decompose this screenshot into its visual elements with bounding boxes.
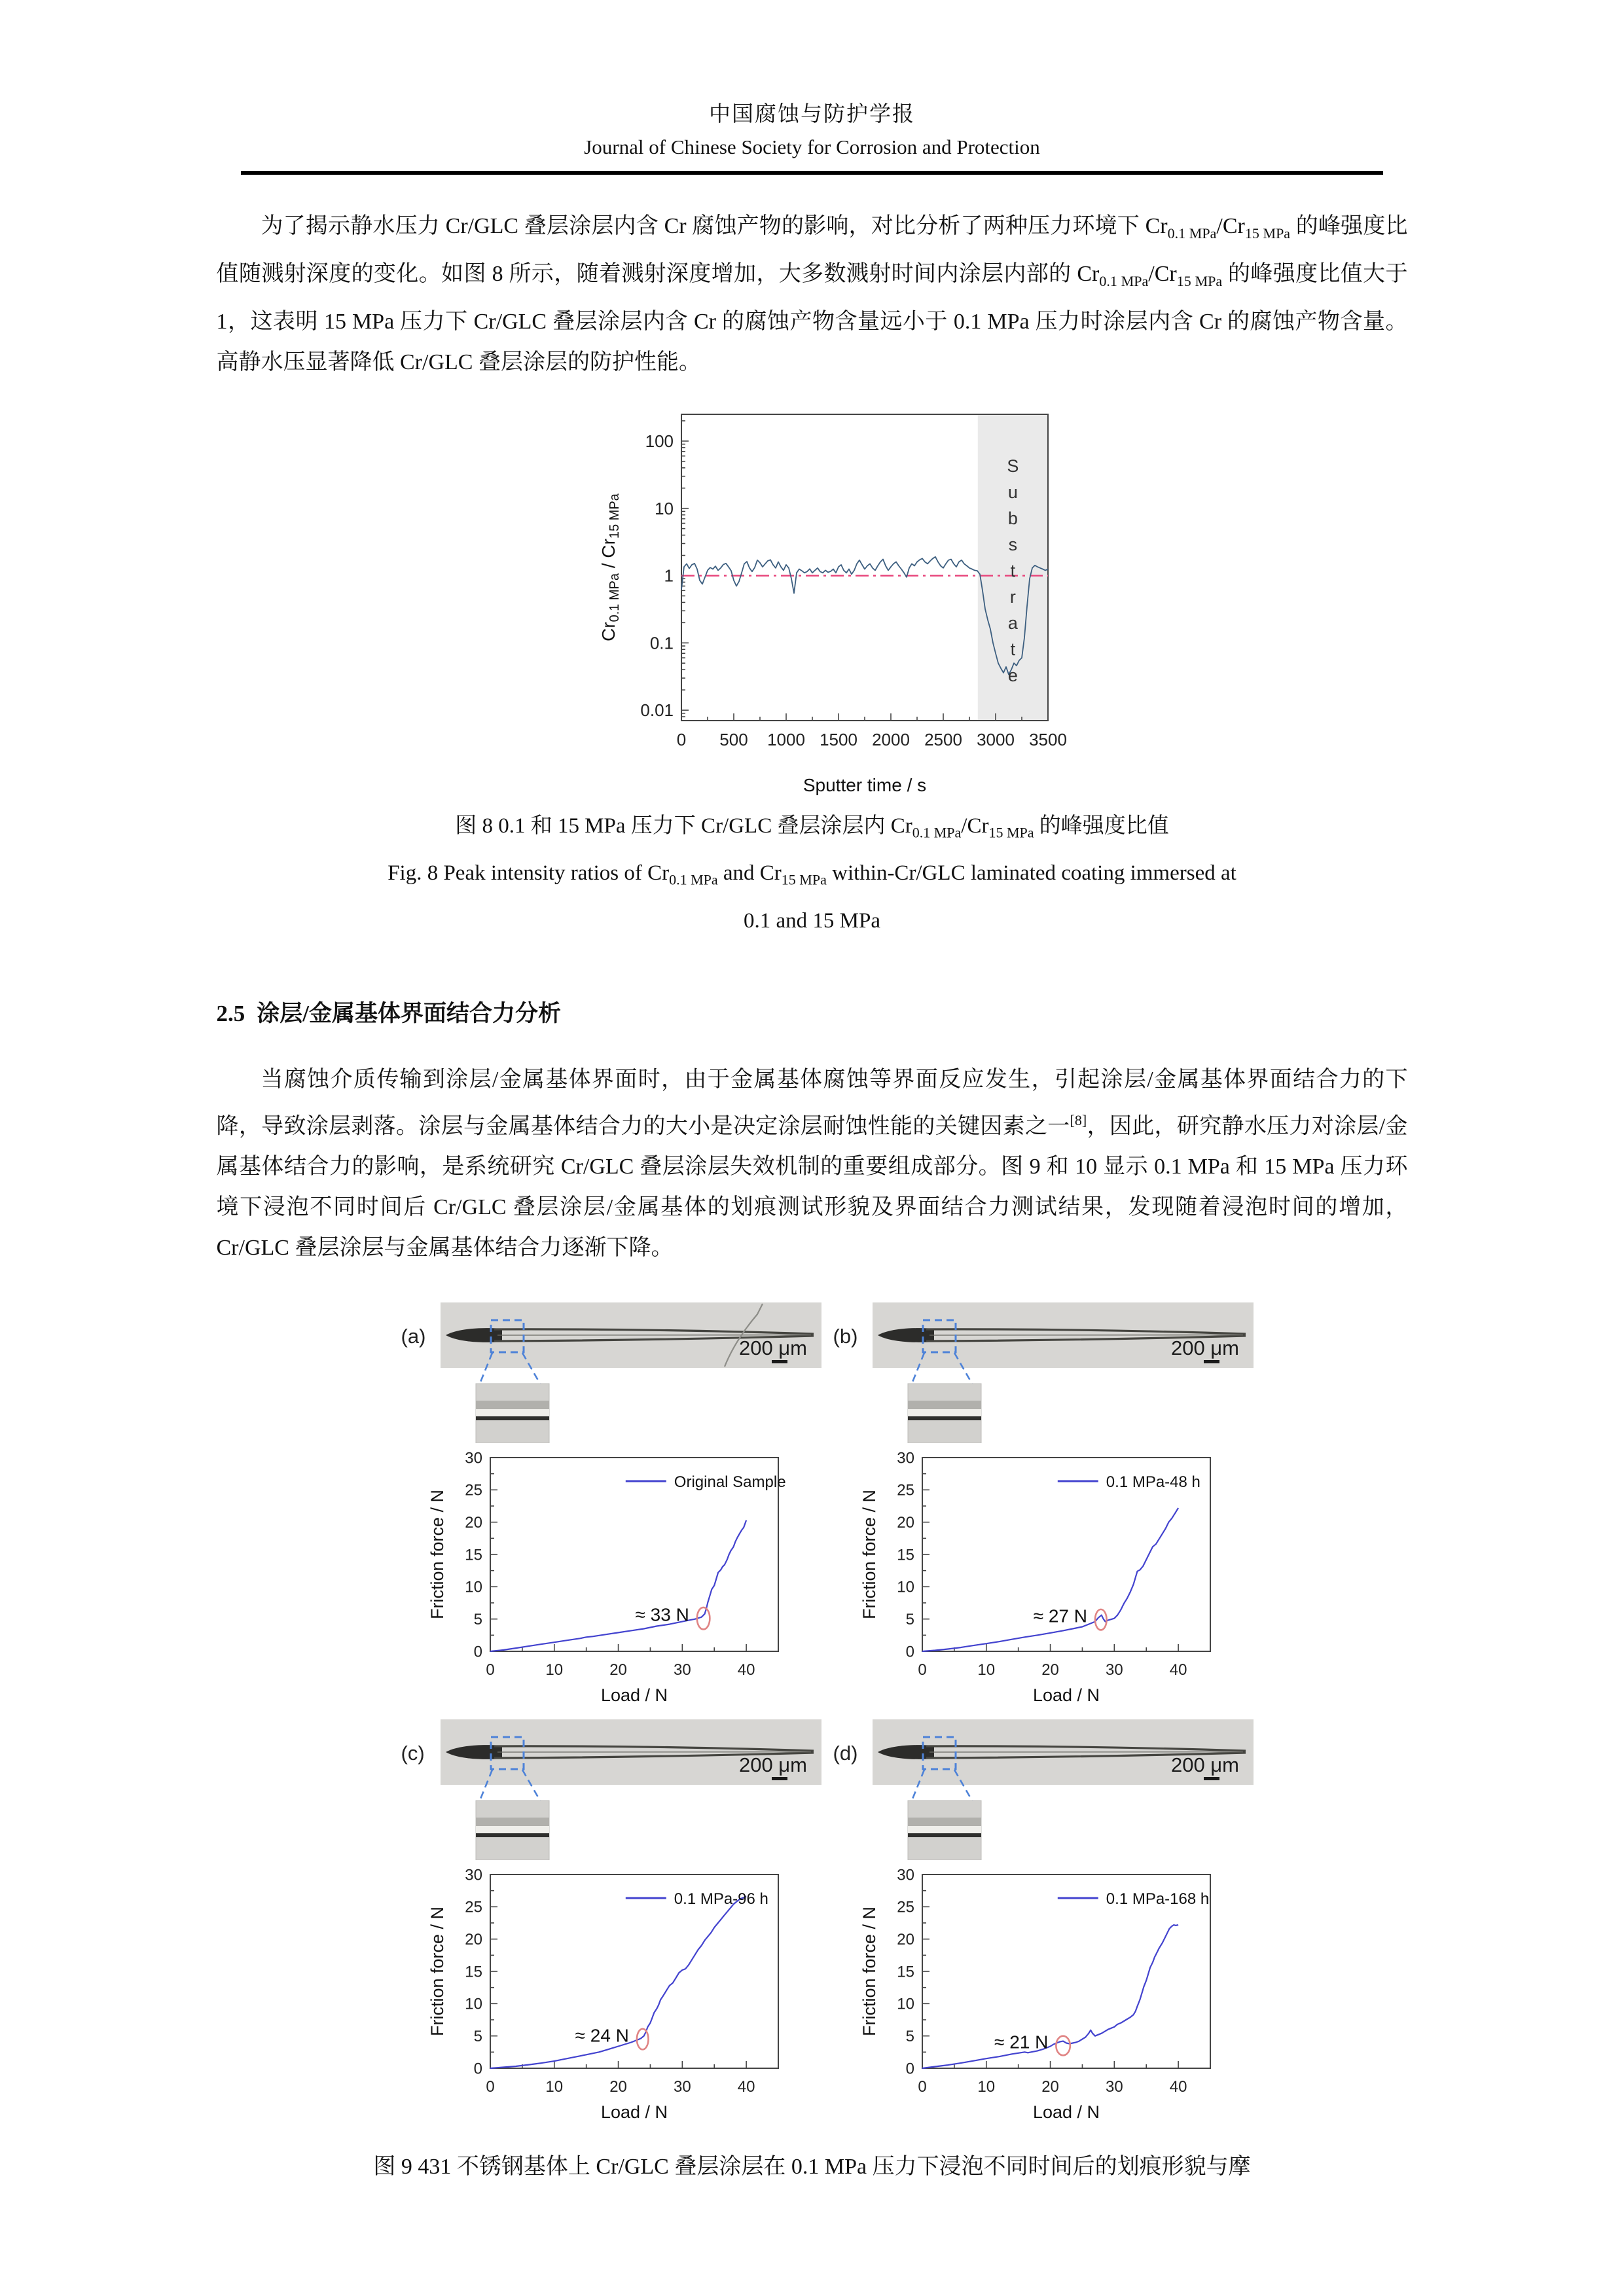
svg-text:5: 5 <box>473 1611 482 1629</box>
journal-title-en: Journal of Chinese Society for Corrosion and Protection <box>584 135 1040 158</box>
svg-text:10: 10 <box>545 1661 563 1679</box>
svg-text:25: 25 <box>464 1898 482 1916</box>
svg-text:0: 0 <box>905 2060 914 2078</box>
svg-text:30: 30 <box>464 1866 482 1884</box>
panel-label: (b) <box>833 1325 858 1348</box>
y-axis-label: Friction force / N <box>859 1490 879 1620</box>
svg-text:0: 0 <box>473 1643 482 1661</box>
zoom-inset-image <box>476 1384 549 1443</box>
scratch-track-core <box>929 1752 1243 1753</box>
critical-load-annotation: ≈ 24 N <box>575 2025 629 2046</box>
section-number: 2.5 <box>216 1000 245 1026</box>
svg-text:40: 40 <box>737 2078 755 2096</box>
svg-text:2500: 2500 <box>924 729 962 749</box>
svg-text:2000: 2000 <box>871 729 910 749</box>
svg-text:1500: 1500 <box>819 729 857 749</box>
substrate-label-letter: s <box>1008 534 1017 554</box>
svg-text:30: 30 <box>1105 2078 1123 2096</box>
x-axis-label: Sputter time / s <box>803 774 926 795</box>
legend-label: 0.1 MPa-96 h <box>674 1890 768 1909</box>
svg-text:25: 25 <box>896 1481 914 1499</box>
svg-text:20: 20 <box>896 1514 914 1532</box>
svg-text:0.01: 0.01 <box>640 700 674 720</box>
svg-text:30: 30 <box>896 1866 914 1884</box>
svg-text:10: 10 <box>464 1995 482 2013</box>
svg-text:0: 0 <box>917 1661 927 1679</box>
svg-text:0.1: 0.1 <box>649 632 674 653</box>
x-axis-label: Load / N <box>1032 1685 1100 1706</box>
svg-text:100: 100 <box>645 431 674 451</box>
scale-bar-label: 200 μm <box>1170 1336 1239 1360</box>
svg-text:10: 10 <box>545 2078 563 2096</box>
svg-text:10: 10 <box>464 1578 482 1596</box>
fig9-caption: 图 9 431 不锈钢基体上 Cr/GLC 叠层涂层在 0.1 MPa 压力下浸泡不同时间后的划痕形貌与摩 <box>373 2155 1251 2179</box>
svg-text:10: 10 <box>654 498 674 518</box>
svg-text:10: 10 <box>977 1661 995 1679</box>
y-axis-label: $Cr_{0.1 MPa} / Cr_{15 MPa}$ <box>598 493 622 641</box>
svg-text:40: 40 <box>1169 2078 1187 2096</box>
svg-text:0: 0 <box>485 1661 495 1679</box>
svg-text:30: 30 <box>673 1661 691 1679</box>
substrate-label-letter: a <box>1007 613 1018 633</box>
svg-text:25: 25 <box>464 1481 482 1499</box>
svg-text:30: 30 <box>673 2078 691 2096</box>
y-axis-label: Friction force / N <box>427 1907 447 2037</box>
svg-text:0: 0 <box>485 2078 495 2096</box>
svg-text:15: 15 <box>464 1546 482 1564</box>
substrate-label-letter: t <box>1010 560 1015 581</box>
scale-bar <box>772 1777 787 1780</box>
svg-text:15: 15 <box>896 1963 914 1981</box>
fig9-panel <box>400 1719 825 2126</box>
fig9-panel <box>400 1302 825 1709</box>
page-header <box>0 0 1624 175</box>
substrate-label-letter: t <box>1010 639 1015 659</box>
svg-text:3000: 3000 <box>976 729 1015 749</box>
svg-text:500: 500 <box>719 729 748 749</box>
svg-text:20: 20 <box>464 1514 482 1532</box>
critical-load-annotation: ≈ 33 N <box>635 1604 689 1625</box>
svg-text:5: 5 <box>905 1611 914 1629</box>
paragraph-2: 当腐蚀介质传输到涂层/金属基体界面时，由于金属基体腐蚀等界面反应发生，引起涂层/金属基体界面结合力的下降，导致涂层剥落。涂层与金属基体结合力的大小是决定涂层耐蚀性能的关键因素之一[8]，因此，研究静水压力对涂层/金属基体结合力的影响，是系统研究 Cr/GLC 叠层涂层失效机制的重要组成部分。图 9 和 10 显示 0.1 MPa 和 15 MPa 压力环境下浸泡不同时间后 Cr/GLC 叠层涂层/金属基体的划痕测试形貌及界面结合力测试结果，发现随着浸泡时间的增加，Cr/GLC 叠层涂层与金属基体结合力逐渐下降。 <box>216 1067 1408 1261</box>
svg-text:5: 5 <box>905 2028 914 2046</box>
journal-title-cn: 中国腐蚀与防护学报 <box>709 103 915 126</box>
fig8-peak-ratio-chart <box>583 400 1081 799</box>
svg-text:20: 20 <box>1041 1661 1059 1679</box>
fig8-caption-en-2: 0.1 and 15 MPa <box>744 908 880 933</box>
svg-text:30: 30 <box>464 1449 482 1467</box>
scratch-track-core <box>497 1752 811 1753</box>
panel-label: (a) <box>401 1325 426 1348</box>
svg-text:1: 1 <box>664 565 674 586</box>
svg-text:10: 10 <box>896 1578 914 1596</box>
friction-load-chart <box>849 1864 1242 2126</box>
fig9-panel <box>832 1302 1257 1709</box>
scale-bar <box>1204 1777 1219 1780</box>
svg-text:20: 20 <box>1041 2078 1059 2096</box>
svg-text:25: 25 <box>896 1898 914 1916</box>
svg-text:0: 0 <box>905 1643 914 1661</box>
substrate-label-letter: S <box>1006 456 1019 476</box>
svg-text:0: 0 <box>917 2078 927 2096</box>
y-axis-label: Friction force / N <box>427 1490 447 1620</box>
friction-load-chart <box>417 1447 810 1709</box>
x-axis-label: Load / N <box>600 1685 668 1706</box>
scratch-track-core <box>497 1335 811 1336</box>
scratch-micrograph <box>429 1302 821 1443</box>
scale-bar-label: 200 μm <box>738 1753 807 1777</box>
svg-text:1000: 1000 <box>767 729 805 749</box>
scale-bar <box>772 1360 787 1363</box>
svg-text:30: 30 <box>896 1449 914 1467</box>
svg-text:20: 20 <box>896 1931 914 1949</box>
x-axis-label: Load / N <box>600 2102 668 2123</box>
substrate-label-letter: r <box>1009 586 1016 607</box>
substrate-label-letter: u <box>1007 482 1018 502</box>
scratch-track-core <box>929 1335 1243 1336</box>
zoom-inset-image <box>908 1384 981 1443</box>
section-heading-2-5 <box>217 996 1408 1028</box>
panel-label: (c) <box>401 1742 425 1765</box>
svg-text:10: 10 <box>896 1995 914 2013</box>
legend-label: 0.1 MPa-168 h <box>1106 1890 1209 1909</box>
svg-text:10: 10 <box>977 2078 995 2096</box>
fig8-caption-en: Fig. 8 Peak intensity ratios of $Cr_{0.1 MPa}$ and $Cr_{15 MPa}$ within-Cr/GLC laminated coating immersed at <box>388 861 1236 888</box>
fig9-panel <box>832 1719 1257 2126</box>
scratch-micrograph <box>861 1302 1254 1443</box>
critical-load-annotation: ≈ 21 N <box>994 2032 1048 2053</box>
svg-text:20: 20 <box>609 1661 627 1679</box>
scale-bar <box>1204 1360 1219 1363</box>
substrate-label-letter: e <box>1007 665 1018 685</box>
svg-text:20: 20 <box>464 1931 482 1949</box>
svg-text:30: 30 <box>1105 1661 1123 1679</box>
critical-load-annotation: ≈ 27 N <box>1033 1605 1087 1626</box>
legend-label: 0.1 MPa-48 h <box>1106 1473 1200 1492</box>
panel-label: (d) <box>833 1742 858 1765</box>
scratch-micrograph <box>861 1719 1254 1860</box>
svg-text:40: 40 <box>1169 1661 1187 1679</box>
page-content <box>217 206 1408 2180</box>
friction-load-chart <box>849 1447 1242 1709</box>
series-line <box>922 1925 1178 2068</box>
scale-bar-label: 200 μm <box>1170 1753 1239 1777</box>
svg-text:0: 0 <box>676 729 686 749</box>
figure-8 <box>217 400 1408 938</box>
y-axis-label: Friction force / N <box>859 1907 879 2037</box>
legend-label: Original Sample <box>674 1473 786 1492</box>
svg-text:15: 15 <box>464 1963 482 1981</box>
substrate-label-letter: b <box>1007 508 1018 528</box>
header-rule <box>241 171 1383 175</box>
svg-text:20: 20 <box>609 2078 627 2096</box>
svg-text:0: 0 <box>473 2060 482 2078</box>
paragraph-1: 为了揭示静水压力 Cr/GLC 叠层涂层内含 Cr 腐蚀产物的影响，对比分析了两种压力环境下 $Cr_{0.1 MPa}/Cr_{15 MPa}$ 的峰强度比值随溅射深度的变化。如图 8 所示，随着溅射深度增加，大多数溅射时间内涂层内部的 $Cr_{0.1 MPa}/Cr_{15 MPa}$ 的峰强度比值大于 1，这表明 15 MPa 压力下 Cr/GLC 叠层涂层内含 Cr 的腐蚀产物含量远小于 0.1 MPa 压力时涂层内含 Cr 的腐蚀产物含量。高静水压显著降低 Cr/GLC 叠层涂层的防护性能。 <box>216 214 1408 374</box>
friction-load-chart <box>417 1864 810 2126</box>
x-axis-label: Load / N <box>1032 2102 1100 2123</box>
critical-load-circle <box>1056 2036 1070 2056</box>
svg-text:15: 15 <box>896 1546 914 1564</box>
svg-text:5: 5 <box>473 2028 482 2046</box>
series-line <box>490 1520 746 1651</box>
section-title: 涂层/金属基体界面结合力分析 <box>257 1000 561 1026</box>
svg-text:40: 40 <box>737 1661 755 1679</box>
fig8-caption-cn: 图 8 0.1 和 15 MPa 压力下 Cr/GLC 叠层涂层内 $Cr_{0.1 MPa}/Cr_{15 MPa}$ 的峰强度比值 <box>455 814 1169 841</box>
zoom-inset-image <box>908 1801 981 1860</box>
fig9-panel-grid <box>400 1302 1408 2126</box>
scratch-micrograph <box>429 1719 821 1860</box>
scale-bar-label: 200 μm <box>738 1336 807 1360</box>
zoom-inset-image <box>476 1801 549 1860</box>
svg-text:3500: 3500 <box>1028 729 1067 749</box>
series-line <box>922 1508 1178 1651</box>
